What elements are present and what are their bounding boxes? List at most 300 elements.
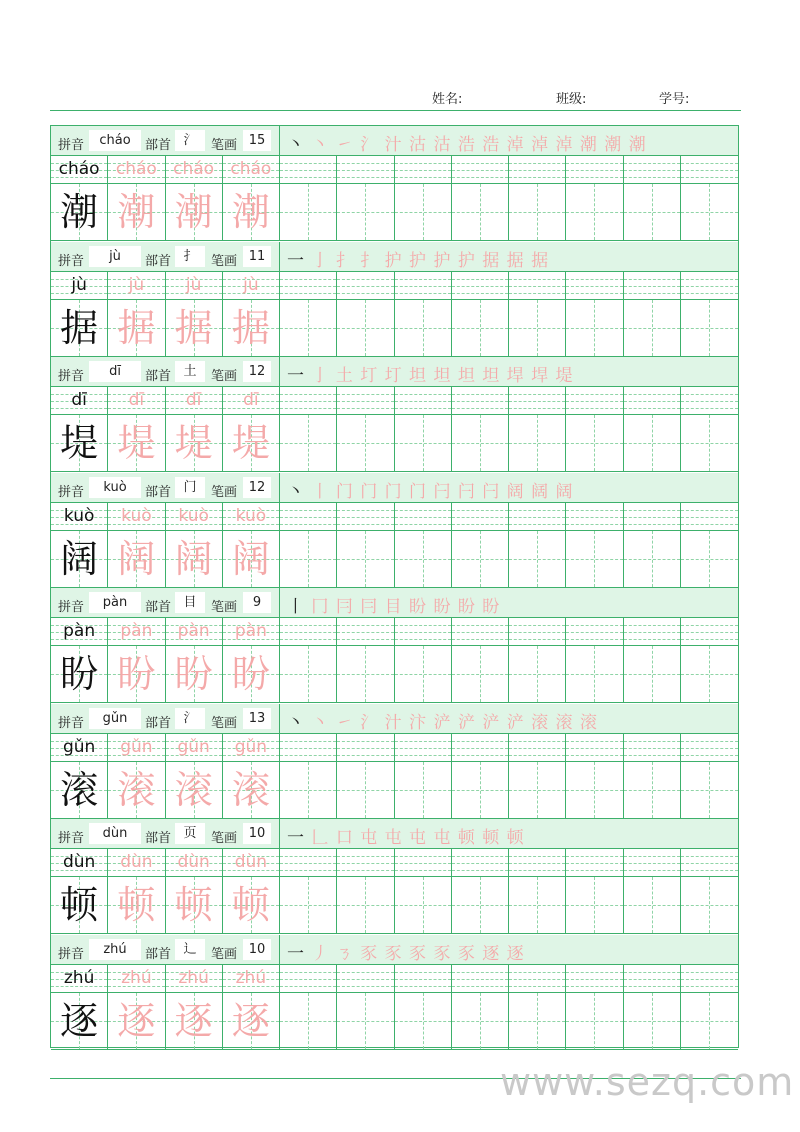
pinyin-trace: dùn [234,852,268,872]
pinyin-cell[interactable] [624,387,681,415]
stroke-count-box: 10 [243,823,271,844]
character-cell[interactable] [681,993,738,1050]
pinyin-cell [108,965,165,993]
pinyin-cell[interactable] [280,849,337,877]
pinyin-cell[interactable] [681,965,738,993]
stroke-order-sequence: 丶 丶 ㇀ 氵 汁 沽 沽 浩 浩 淖 淖 淖 潮 潮 潮 [287,135,647,155]
character-cell[interactable] [337,300,394,357]
character-cell [223,531,280,588]
stroke-order-sequence: 一 𠃊 口 屯 屯 屯 屯 顿 顿 顿 [287,828,525,848]
pinyin-cell[interactable] [566,387,623,415]
stroke-count-label: 笔画 [211,253,238,269]
stroke-count-label: 笔画 [211,946,238,962]
character-cell [223,184,280,241]
pinyin-cell[interactable] [395,618,452,646]
pinyin-cell [223,387,280,415]
radical-label: 部首 [145,831,172,846]
pinyin-trace: dùn [177,852,210,872]
character-cell[interactable] [566,415,623,472]
pinyin-cell[interactable] [452,734,509,762]
radical-label: 部首 [145,369,172,384]
info-separator [279,588,280,617]
character-cell[interactable] [624,877,681,934]
character-cell [108,646,165,703]
character-cell[interactable] [280,762,337,819]
character-cell[interactable] [566,762,623,819]
character-cell[interactable] [509,877,566,934]
pinyin-cell [166,734,223,762]
pinyin-cell [223,965,280,993]
pinyin-cell[interactable] [452,965,509,993]
character-cell [223,646,280,703]
pinyin-cell[interactable] [280,734,337,762]
character-cell [108,415,165,472]
character-model: 滚 [60,767,99,812]
pinyin-label: 拼音 [58,715,85,731]
pinyin-cell [223,156,280,184]
character-cell[interactable] [395,300,452,357]
stroke-count-box: 12 [243,477,271,498]
class-label: 班级: [556,92,587,107]
pinyin-cell[interactable] [395,156,452,184]
pinyin-box: pàn [89,592,141,613]
character-cell[interactable] [280,993,337,1050]
character-trace: 阔 [231,536,270,581]
character-cell[interactable] [509,993,566,1050]
character-cell [51,531,108,588]
pinyin-cell [166,965,223,993]
stroke-order-sequence: 一 丿 ㄋ 豕 豕 豕 豕 豕 逐 逐 [287,943,525,964]
pinyin-trace: cháo [173,159,215,179]
pinyin-box: gǔn [89,708,141,729]
character-info-row [51,126,738,156]
stroke-order-sequence: 丶 丨 门 门 门 门 闩 闩 闩 阔 阔 阔 [287,481,574,502]
character-cell[interactable] [509,415,566,472]
character-trace: 堤 [231,421,270,465]
pinyin-cell [166,156,223,184]
character-cell[interactable] [566,184,623,241]
pinyin-cell [51,734,108,762]
info-separator [279,357,280,386]
character-cell[interactable] [509,184,566,241]
pinyin-trace: gǔn [234,736,268,757]
pinyin-trace: kuò [121,505,152,526]
character-cell [51,184,108,241]
stroke-count-label: 笔画 [211,600,238,615]
pinyin-cell [166,849,223,877]
pinyin-cell[interactable] [280,387,337,415]
character-cell[interactable] [681,877,738,934]
pinyin-cell [166,503,223,531]
pinyin-model: kuò [63,505,95,526]
character-cell [223,877,280,934]
pinyin-cell[interactable] [452,156,509,184]
character-cell [223,300,280,357]
pinyin-trace: zhú [235,967,267,988]
pinyin-trace: dī [128,390,145,410]
pinyin-label: 拼音 [58,946,85,962]
character-cell [166,877,223,934]
character-cell[interactable] [624,993,681,1050]
pinyin-cell [166,272,223,300]
radical-box: 氵 [175,708,205,729]
pinyin-cell[interactable] [566,272,623,300]
character-trace: 滚 [117,767,156,812]
stroke-order-sequence: 一 亅 扌 扌 护 护 护 护 据 据 据 [287,250,550,271]
character-cell[interactable] [681,531,738,588]
character-cell [166,415,223,472]
character-cell [108,184,165,241]
pinyin-cell [166,618,223,646]
pinyin-cell[interactable] [509,387,566,415]
character-block [51,819,738,934]
pinyin-cell [223,849,280,877]
character-cell[interactable] [280,646,337,703]
pinyin-cell[interactable] [566,503,623,531]
character-cell[interactable] [395,762,452,819]
pinyin-cell[interactable] [280,503,337,531]
name-label: 姓名: [432,92,463,107]
pinyin-label: 拼音 [58,369,85,384]
character-cell[interactable] [395,993,452,1050]
radical-label: 部首 [145,253,172,269]
character-cell[interactable] [509,762,566,819]
pinyin-trace: zhú [178,967,209,988]
pinyin-model: cháo [58,159,100,179]
pinyin-cell[interactable] [566,618,623,646]
info-separator [279,473,280,502]
character-cell[interactable] [624,646,681,703]
pinyin-cell [223,503,280,531]
character-trace: 阔 [117,536,156,581]
pinyin-cell[interactable] [395,734,452,762]
character-cell[interactable] [681,415,738,472]
character-cell[interactable] [395,415,452,472]
stroke-order-sequence: 丨 冂 冃 冃 目 盼 盼 盼 盼 [287,597,501,617]
character-cell[interactable] [337,646,394,703]
pinyin-label: 拼音 [58,831,85,846]
radical-box: 页 [175,823,205,844]
info-separator [279,126,280,155]
character-cell [166,762,223,819]
character-info-row [51,588,738,618]
pinyin-cell[interactable] [566,156,623,184]
pinyin-cell[interactable] [452,272,509,300]
pinyin-model: dùn [62,852,96,872]
character-cell[interactable] [624,300,681,357]
pinyin-box: dī [89,361,141,382]
pinyin-cell[interactable] [509,965,566,993]
pinyin-cell[interactable] [395,849,452,877]
character-cell[interactable] [509,646,566,703]
character-cell[interactable] [395,184,452,241]
character-trace: 盼 [117,652,156,696]
pinyin-label: 拼音 [58,484,85,500]
character-cell[interactable] [337,993,394,1050]
pinyin-cell [51,618,108,646]
pinyin-cell [223,272,280,300]
character-trace: 逐 [174,998,213,1043]
pinyin-trace: pàn [234,621,267,641]
pinyin-trace: jù [185,274,202,295]
pinyin-label: 拼音 [58,600,85,615]
character-cell [223,993,280,1050]
character-trace: 逐 [117,998,156,1043]
character-cell[interactable] [395,646,452,703]
pinyin-cell[interactable] [681,849,738,877]
character-cell[interactable] [280,531,337,588]
pinyin-cell[interactable] [509,618,566,646]
info-separator [279,935,280,964]
pinyin-cell[interactable] [452,387,509,415]
radical-box: 氵 [175,130,205,151]
pinyin-cell[interactable] [681,734,738,762]
character-cell[interactable] [624,415,681,472]
character-cell[interactable] [681,762,738,819]
radical-label: 部首 [145,715,172,731]
character-cell[interactable] [280,184,337,241]
stroke-count-box: 9 [243,592,271,613]
character-cell [108,300,165,357]
character-cell [51,646,108,703]
character-cell[interactable] [395,877,452,934]
pinyin-cell[interactable] [395,387,452,415]
character-trace: 潮 [174,190,213,234]
character-trace: 据 [174,305,213,350]
character-model: 顿 [60,883,99,927]
character-cell[interactable] [624,762,681,819]
pinyin-model: dī [71,390,87,410]
character-trace: 滚 [231,767,270,812]
radical-box: 门 [175,477,205,498]
pinyin-cell [51,156,108,184]
pinyin-cell[interactable] [624,849,681,877]
character-info-row [51,704,738,734]
character-cell[interactable] [452,300,509,357]
pinyin-trace: gǔn [120,736,153,757]
pinyin-cell [223,618,280,646]
character-model: 堤 [60,421,99,465]
character-cell [108,877,165,934]
pinyin-cell[interactable] [337,734,394,762]
character-cell [166,646,223,703]
stroke-count-label: 笔画 [211,138,238,153]
stroke-count-label: 笔画 [211,715,238,731]
character-cell [51,877,108,934]
character-model: 据 [60,305,99,350]
pinyin-cell[interactable] [681,156,738,184]
character-trace: 潮 [231,190,270,234]
character-cell [166,993,223,1050]
character-cell [51,300,108,357]
pinyin-cell[interactable] [337,503,394,531]
pinyin-cell[interactable] [337,387,394,415]
character-cell[interactable] [337,531,394,588]
pinyin-cell[interactable] [624,618,681,646]
character-block [51,704,738,819]
character-trace: 阔 [174,536,213,581]
stroke-count-box: 12 [243,361,271,382]
stroke-count-box: 10 [243,939,271,960]
pinyin-cell[interactable] [624,272,681,300]
character-cell[interactable] [452,531,509,588]
character-cell[interactable] [452,646,509,703]
pinyin-trace: cháo [115,159,157,179]
character-cell[interactable] [337,415,394,472]
pinyin-cell[interactable] [280,272,337,300]
stroke-count-label: 笔画 [211,484,238,500]
pinyin-cell[interactable] [337,618,394,646]
pinyin-cell [51,965,108,993]
stroke-count-box: 15 [243,130,271,151]
character-cell[interactable] [624,531,681,588]
character-cell[interactable] [566,300,623,357]
info-separator [279,704,280,733]
radical-box: 扌 [175,246,205,267]
character-cell [51,415,108,472]
pinyin-cell[interactable] [337,272,394,300]
pinyin-cell [108,503,165,531]
sheet-header [0,86,800,106]
pinyin-cell[interactable] [566,734,623,762]
character-cell[interactable] [566,531,623,588]
pinyin-cell[interactable] [509,156,566,184]
pinyin-cell[interactable] [395,965,452,993]
character-block [51,357,738,472]
practice-grid [50,125,739,1048]
pinyin-trace: pàn [120,621,153,641]
character-cell[interactable] [337,762,394,819]
radical-box: 辶 [175,939,205,960]
character-cell [108,531,165,588]
pinyin-cell[interactable] [624,734,681,762]
character-cell [51,993,108,1050]
pinyin-cell [108,734,165,762]
pinyin-cell[interactable] [681,618,738,646]
character-cell[interactable] [452,993,509,1050]
pinyin-box: jù [89,246,141,267]
character-cell[interactable] [280,415,337,472]
character-trace: 堤 [117,421,156,465]
pinyin-cell [108,849,165,877]
character-cell[interactable] [337,184,394,241]
character-cell [166,531,223,588]
pinyin-trace: pàn [177,621,210,641]
character-cell[interactable] [566,877,623,934]
pinyin-cell[interactable] [337,965,394,993]
pinyin-label: 拼音 [58,138,85,153]
character-cell[interactable] [280,877,337,934]
pinyin-model: gǔn [62,736,96,757]
character-trace: 盼 [231,652,270,696]
character-info-row [51,819,738,849]
character-cell[interactable] [452,877,509,934]
pinyin-trace: zhú [121,967,152,988]
character-cell[interactable] [624,184,681,241]
character-cell[interactable] [337,877,394,934]
pinyin-model: jù [71,274,87,295]
pinyin-cell [51,849,108,877]
pinyin-cell[interactable] [681,272,738,300]
stroke-count-label: 笔画 [211,369,238,384]
character-trace: 顿 [174,883,213,927]
character-cell[interactable] [509,300,566,357]
character-trace: 顿 [117,883,156,927]
pinyin-cell[interactable] [280,156,337,184]
pinyin-cell[interactable] [509,734,566,762]
pinyin-cell[interactable] [337,156,394,184]
character-cell [108,762,165,819]
pinyin-model: zhú [63,967,95,988]
stroke-order-sequence: 一 亅 土 圢 圢 坦 坦 坦 坦 垾 垾 堤 [287,366,574,386]
number-label: 学号: [659,92,690,107]
character-block [51,473,738,588]
pinyin-cell [51,503,108,531]
pinyin-cell[interactable] [452,503,509,531]
stroke-count-box: 13 [243,708,271,729]
pinyin-cell[interactable] [624,156,681,184]
character-info-row [51,242,738,272]
pinyin-trace: dī [185,390,202,410]
character-cell[interactable] [566,646,623,703]
character-cell[interactable] [452,415,509,472]
character-block [51,126,738,241]
character-cell[interactable] [509,531,566,588]
pinyin-model: pàn [63,621,96,641]
radical-label: 部首 [145,484,172,500]
pinyin-cell[interactable] [681,503,738,531]
pinyin-cell[interactable] [452,618,509,646]
pinyin-cell[interactable] [280,618,337,646]
pinyin-cell[interactable] [509,503,566,531]
radical-label: 部首 [145,600,172,615]
pinyin-cell[interactable] [624,503,681,531]
pinyin-trace: gǔn [177,736,210,757]
pinyin-cell[interactable] [395,272,452,300]
info-separator [279,242,280,271]
character-trace: 滚 [174,767,213,812]
pinyin-cell[interactable] [681,387,738,415]
character-info-row [51,935,738,965]
pinyin-cell[interactable] [280,965,337,993]
character-cell [51,762,108,819]
character-cell[interactable] [566,993,623,1050]
character-cell [108,993,165,1050]
character-cell[interactable] [681,300,738,357]
character-cell[interactable] [395,531,452,588]
pinyin-cell [51,387,108,415]
pinyin-cell[interactable] [509,849,566,877]
pinyin-cell[interactable] [624,965,681,993]
stroke-order-sequence: 丶 丶 ㇀ 氵 汁 汴 浐 浐 浐 浐 滚 滚 滚 [287,712,598,733]
character-cell[interactable] [452,762,509,819]
pinyin-cell[interactable] [566,849,623,877]
character-cell[interactable] [681,646,738,703]
character-cell[interactable] [681,184,738,241]
pinyin-cell[interactable] [452,849,509,877]
pinyin-cell[interactable] [395,503,452,531]
info-separator [279,819,280,848]
character-cell[interactable] [280,300,337,357]
pinyin-cell [108,272,165,300]
character-model: 潮 [60,190,99,234]
pinyin-cell[interactable] [337,849,394,877]
character-cell[interactable] [452,184,509,241]
pinyin-cell [108,618,165,646]
character-trace: 据 [117,305,156,350]
pinyin-cell[interactable] [566,965,623,993]
pinyin-cell[interactable] [509,272,566,300]
